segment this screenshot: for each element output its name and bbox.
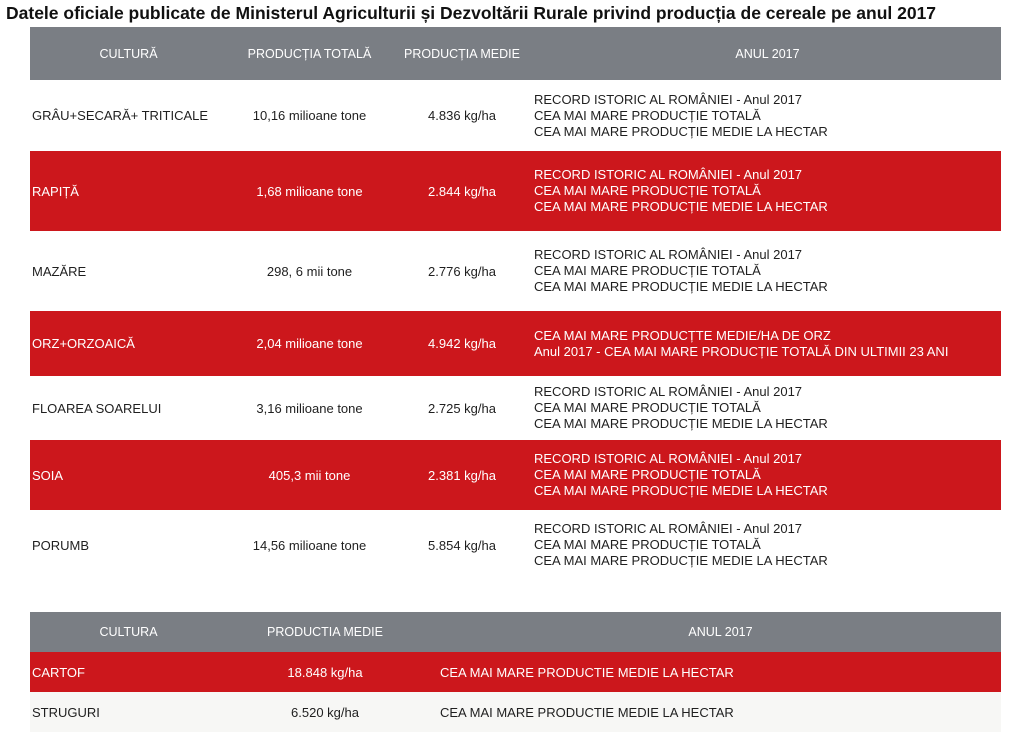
average-production: 4.836 kg/ha xyxy=(428,108,496,123)
note-line: CEA MAI MARE PRODUCȚIE TOTALĂ xyxy=(534,400,761,415)
note-line: CEA MAI MARE PRODUCȚIE MEDIE LA HECTAR xyxy=(534,483,828,498)
year-notes xyxy=(534,231,1001,311)
note-line: RECORD ISTORIC AL ROMÂNIEI - Anul 2017 xyxy=(534,384,803,399)
table-row xyxy=(30,151,1001,231)
total-production: 10,16 milioane tone xyxy=(252,108,367,123)
average-production: 2.725 kg/ha xyxy=(428,400,496,416)
year-note: CEA MAI MARE PRODUCTIE MEDIE LA HECTAR xyxy=(440,704,734,720)
note-line: CEA MAI MARE PRODUCȚIE MEDIE LA HECTAR xyxy=(534,553,828,568)
table-row xyxy=(30,692,1001,732)
year-notes xyxy=(534,311,1001,376)
note-line: CEA MAI MARE PRODUCȚIE MEDIE LA HECTAR xyxy=(534,279,828,294)
header-crop: CULTURA xyxy=(99,625,158,639)
crop-name: RAPIȚĂ xyxy=(32,183,79,199)
note-line: CEA MAI MARE PRODUCȚIE TOTALĂ xyxy=(534,537,761,552)
note-line: RECORD ISTORIC AL ROMÂNIEI - Anul 2017 xyxy=(534,91,803,107)
note-line: CEA MAI MARE PRODUCȚIE MEDIE LA HECTAR xyxy=(534,123,828,139)
crop-name: GRÂU+SECARĂ+ TRITICALE xyxy=(32,108,209,123)
table-header xyxy=(30,27,1001,80)
note-line: CEA MAI MARE PRODUCȚIE TOTALĂ xyxy=(534,107,761,123)
total-production: 2,04 milioane tone xyxy=(256,336,363,351)
header-average-production: PRODUCTIA MEDIE xyxy=(267,625,383,639)
year-notes xyxy=(534,510,1001,580)
page-title: Datele oficiale publicate de Ministerul Agriculturii și Dezvoltării Rurale privind producția de cereale pe anul 2017 xyxy=(6,3,937,23)
year-notes xyxy=(534,80,1001,151)
note-line: RECORD ISTORIC AL ROMÂNIEI - Anul 2017 xyxy=(534,247,803,262)
note-line: CEA MAI MARE PRODUCȚIE MEDIE LA HECTAR xyxy=(534,199,828,214)
note-line: CEA MAI MARE PRODUCȚIE TOTALĂ xyxy=(534,467,761,482)
average-production: 2.844 kg/ha xyxy=(428,183,496,199)
average-production: 5.854 kg/ha xyxy=(428,537,496,553)
year-note: CEA MAI MARE PRODUCTIE MEDIE LA HECTAR xyxy=(440,664,734,680)
header-year: ANUL 2017 xyxy=(688,625,753,639)
crop-name: PORUMB xyxy=(32,537,90,553)
header-total-production: PRODUCȚIA TOTALĂ xyxy=(247,46,372,61)
year-notes xyxy=(534,440,1001,510)
header-average-production: PRODUCȚIA MEDIE xyxy=(404,46,520,61)
table-row xyxy=(30,652,1001,692)
header-crop: CULTURĂ xyxy=(99,46,158,61)
total-production: 405,3 mii tone xyxy=(268,467,351,483)
total-production: 298, 6 mii tone xyxy=(266,263,353,279)
header-year: ANUL 2017 xyxy=(735,46,800,61)
crop-name: MAZĂRE xyxy=(32,263,87,279)
crop-name: ORZ+ORZOAICĂ xyxy=(32,336,135,351)
table-row xyxy=(30,80,1001,151)
average-production: 2.381 kg/ha xyxy=(428,467,496,483)
note-line: CEA MAI MARE PRODUCȚTE MEDIE/HA DE ORZ xyxy=(534,327,831,343)
total-production: 14,56 milioane tone xyxy=(252,537,367,553)
table-row xyxy=(30,311,1001,376)
note-line: CEA MAI MARE PRODUCȚIE TOTALĂ xyxy=(534,263,761,278)
total-production: 3,16 milioane tone xyxy=(256,400,363,416)
year-notes xyxy=(534,376,1001,440)
note-line: CEA MAI MARE PRODUCȚIE MEDIE LA HECTAR xyxy=(534,416,828,431)
crop-name: CARTOF xyxy=(32,664,85,680)
note-line: RECORD ISTORIC AL ROMÂNIEI - Anul 2017 xyxy=(534,521,803,536)
note-line: Anul 2017 - CEA MAI MARE PRODUCȚIE TOTALĂ DIN ULTIMII 23 ANI xyxy=(534,343,949,359)
table-row xyxy=(30,440,1001,510)
table-row xyxy=(30,376,1001,440)
note-line: RECORD ISTORIC AL ROMÂNIEI - Anul 2017 xyxy=(534,167,803,182)
average-production: 18.848 kg/ha xyxy=(287,664,363,680)
average-production: 4.942 kg/ha xyxy=(428,336,496,351)
crop-name: STRUGURI xyxy=(32,704,100,720)
crop-name: SOIA xyxy=(32,467,64,483)
table-row xyxy=(30,231,1001,311)
total-production: 1,68 milioane tone xyxy=(256,183,363,199)
average-production: 2.776 kg/ha xyxy=(428,263,496,279)
table-row xyxy=(30,510,1001,580)
note-line: RECORD ISTORIC AL ROMÂNIEI - Anul 2017 xyxy=(534,451,803,466)
note-line: CEA MAI MARE PRODUCȚIE TOTALĂ xyxy=(534,183,761,198)
average-production: 6.520 kg/ha xyxy=(291,704,359,720)
crop-name: FLOAREA SOARELUI xyxy=(32,400,162,416)
table-header xyxy=(30,612,1001,652)
year-notes xyxy=(534,151,1001,231)
